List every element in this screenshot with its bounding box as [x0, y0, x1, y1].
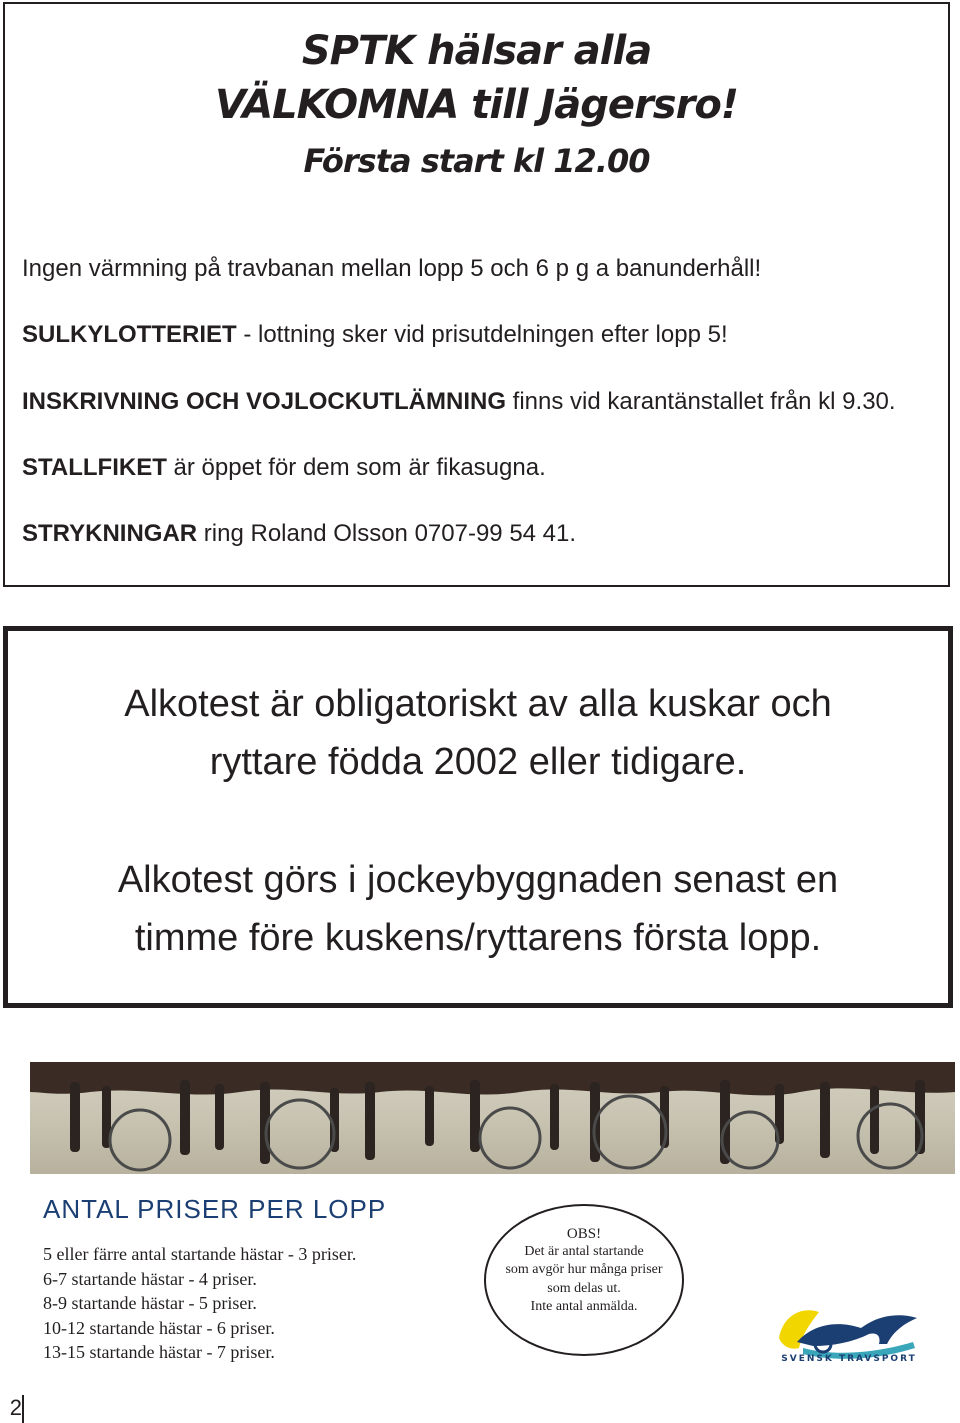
obs-text: Inte antal anmälda.: [530, 1299, 638, 1314]
info-line-strykningar: [22, 520, 576, 548]
alkotest-line-1: Alkotest är obligatoriskt av alla kuskar och: [124, 683, 832, 725]
info-text: Ingen värmning på travbanan mellan lopp 5 och 6 p g a banunderhåll!: [22, 255, 762, 282]
info-line-stallfiket: [22, 454, 546, 482]
list-item: 8-9 startande hästar - 5 priser.: [43, 1293, 257, 1313]
welcome-info-box: [3, 2, 950, 587]
list-item: 10-12 startande hästar - 6 priser.: [43, 1317, 275, 1338]
prizes-list: [43, 1242, 356, 1365]
info-text: är öppet för dem som är fikasugna.: [166, 454, 546, 481]
obs-text: som avgör hur många priser: [505, 1262, 663, 1277]
info-text: finns vid karantänstallet från kl 9.30.: [506, 388, 896, 415]
prizes-title: ANTAL PRISER PER LOPP: [43, 1194, 387, 1224]
page-number: 2: [9, 1395, 22, 1420]
info-bold: INSKRIVNING OCH VOJLOCKUTLÄMNING: [22, 388, 507, 415]
obs-text: som delas ut.: [547, 1281, 621, 1296]
info-line-warmup: [22, 255, 761, 283]
info-bold: SULKYLOTTERIET: [22, 321, 237, 348]
logo-text: SVENSK TRAVSPORT: [781, 1354, 917, 1364]
list-item: 13-15 startande hästar - 7 priser.: [43, 1342, 275, 1362]
alkotest-line-4: timme före kuskens/ryttarens första lopp.: [134, 917, 822, 959]
info-bold: STRYKNINGAR: [22, 520, 198, 547]
list-item: 5 eller färre antal startande hästar - 3 priser.: [43, 1244, 357, 1264]
alkotest-line-2: ryttare födda 2002 eller tidigare.: [209, 741, 747, 783]
trotting-race-photo: [30, 1062, 955, 1174]
info-text: ring Roland Olsson 0707-99 54 41.: [197, 520, 577, 547]
info-line-sulkylotteriet: [22, 321, 728, 349]
page-number-rule: [22, 1395, 24, 1423]
headline-line-2: VÄLKOMNA till Jägersro!: [214, 82, 739, 128]
obs-note-oval: [484, 1204, 684, 1356]
headline-line-1: SPTK hälsar alla: [301, 28, 652, 74]
obs-text: Det är antal startande: [524, 1244, 644, 1259]
alkotest-line-3: Alkotest görs i jockeybyggnaden senast en: [117, 859, 839, 901]
alkotest-box: [3, 626, 953, 1008]
obs-heading: OBS!: [566, 1226, 602, 1242]
info-bold: STALLFIKET: [22, 454, 167, 481]
first-start-time: Första start kl 12.00: [303, 142, 650, 180]
list-item: 6-7 startande hästar - 4 priser.: [43, 1268, 257, 1289]
horse-legs-illustration: [30, 1062, 955, 1174]
info-line-inskrivning: [22, 388, 896, 416]
info-text: - lottning sker vid prisutdelningen efter lopp 5!: [236, 321, 728, 348]
